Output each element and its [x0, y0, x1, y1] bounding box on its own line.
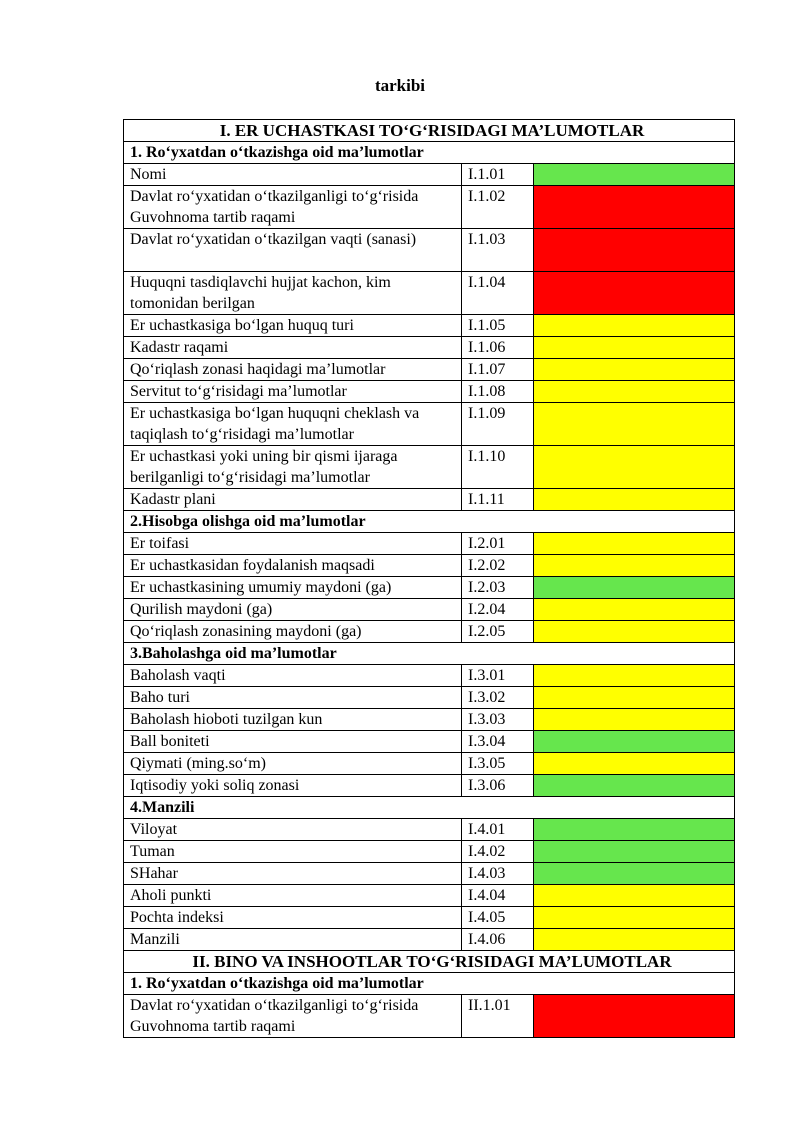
- table-row: [124, 599, 735, 621]
- subsection-header-row: [124, 511, 735, 533]
- status-cell-yellow: [534, 929, 735, 951]
- status-cell-yellow: [534, 907, 735, 929]
- status-cell-yellow: [534, 381, 735, 403]
- table-row: [124, 555, 735, 577]
- table-row: [124, 665, 735, 687]
- status-cell-green: [534, 863, 735, 885]
- status-cell-yellow: [534, 665, 735, 687]
- table-row: [124, 229, 735, 272]
- table-row: [124, 841, 735, 863]
- field-code: I.3.03: [462, 709, 534, 731]
- field-label: Er uchastkasining umumiy maydoni (ga): [124, 577, 462, 599]
- table-row: [124, 907, 735, 929]
- subsection-header-row: [124, 973, 735, 995]
- field-code: I.2.05: [462, 621, 534, 643]
- field-label: Qo‘riqlash zonasining maydoni (ga): [124, 621, 462, 643]
- status-cell-green: [534, 841, 735, 863]
- field-code: I.1.11: [462, 489, 534, 511]
- status-cell-green: [534, 731, 735, 753]
- field-code: I.3.04: [462, 731, 534, 753]
- status-cell-green: [534, 164, 735, 186]
- table-row: [124, 995, 735, 1038]
- table-row: [124, 381, 735, 403]
- subsection-title: 2.Hisobga olishga oid ma’lumotlar: [124, 511, 735, 533]
- status-cell-yellow: [534, 489, 735, 511]
- field-code: I.4.03: [462, 863, 534, 885]
- field-label: Manzili: [124, 929, 462, 951]
- table-row: [124, 929, 735, 951]
- field-code: I.4.04: [462, 885, 534, 907]
- subsection-header-row: [124, 797, 735, 819]
- table-row: [124, 687, 735, 709]
- status-cell-yellow: [534, 753, 735, 775]
- field-label: Davlat ro‘yxatidan o‘tkazilganligi to‘g‘risida Guvohnoma tartib raqami: [124, 995, 462, 1038]
- table-row: [124, 863, 735, 885]
- field-label: Er uchastkasi yoki uning bir qismi ijaraga berilganligi to‘g‘risidagi ma’lumotlar: [124, 446, 462, 489]
- status-cell-green: [534, 819, 735, 841]
- field-code: I.1.08: [462, 381, 534, 403]
- table-row: [124, 731, 735, 753]
- field-label: Qiymati (ming.so‘m): [124, 753, 462, 775]
- table-body: [124, 120, 735, 1038]
- table-row: [124, 359, 735, 381]
- field-code: I.1.09: [462, 403, 534, 446]
- table-row: [124, 709, 735, 731]
- table-row: [124, 621, 735, 643]
- status-cell-yellow: [534, 621, 735, 643]
- field-code: II.1.01: [462, 995, 534, 1038]
- section-header-row: [124, 120, 735, 142]
- field-code: I.1.07: [462, 359, 534, 381]
- status-cell-yellow: [534, 555, 735, 577]
- field-label: Baho turi: [124, 687, 462, 709]
- status-cell-yellow: [534, 315, 735, 337]
- field-code: I.1.04: [462, 272, 534, 315]
- subsection-header-row: [124, 142, 735, 164]
- field-label: Er uchastkasidan foydalanish maqsadi: [124, 555, 462, 577]
- status-cell-yellow: [534, 599, 735, 621]
- table-row: [124, 533, 735, 555]
- field-label: Huquqni tasdiqlavchi hujjat kachon, kim tomonidan berilgan: [124, 272, 462, 315]
- field-code: I.1.10: [462, 446, 534, 489]
- field-code: I.3.06: [462, 775, 534, 797]
- table-row: [124, 337, 735, 359]
- field-label: Tuman: [124, 841, 462, 863]
- subsection-title: 3.Baholashga oid ma’lumotlar: [124, 643, 735, 665]
- status-cell-yellow: [534, 687, 735, 709]
- status-cell-red: [534, 229, 735, 272]
- subsection-title: 1. Ro‘yxatdan o‘tkazishga oid ma’lumotlar: [124, 973, 735, 995]
- status-cell-yellow: [534, 403, 735, 446]
- field-label: Viloyat: [124, 819, 462, 841]
- field-code: I.1.01: [462, 164, 534, 186]
- field-code: I.3.01: [462, 665, 534, 687]
- field-label: Ball boniteti: [124, 731, 462, 753]
- table-row: [124, 753, 735, 775]
- status-cell-yellow: [534, 885, 735, 907]
- status-cell-red: [534, 272, 735, 315]
- field-label: Pochta indeksi: [124, 907, 462, 929]
- field-label: Nomi: [124, 164, 462, 186]
- table-row: [124, 819, 735, 841]
- field-code: I.2.03: [462, 577, 534, 599]
- table-row: [124, 446, 735, 489]
- section-title: II. BINO VA INSHOOTLAR TO‘G‘RISIDAGI MA’LUMOTLAR: [124, 951, 735, 973]
- document-title: tarkibi: [374, 76, 426, 95]
- field-code: I.4.05: [462, 907, 534, 929]
- field-code: I.1.03: [462, 229, 534, 272]
- field-code: I.1.02: [462, 186, 534, 229]
- field-code: I.2.04: [462, 599, 534, 621]
- status-cell-green: [534, 577, 735, 599]
- field-code: I.3.02: [462, 687, 534, 709]
- table-row: [124, 186, 735, 229]
- field-label: Qurilish maydoni (ga): [124, 599, 462, 621]
- field-code: I.1.05: [462, 315, 534, 337]
- table-row: [124, 775, 735, 797]
- field-code: I.1.06: [462, 337, 534, 359]
- field-label: Qo‘riqlash zonasi haqidagi ma’lumotlar: [124, 359, 462, 381]
- status-cell-red: [534, 995, 735, 1038]
- status-cell-yellow: [534, 446, 735, 489]
- field-label: Kadastr raqami: [124, 337, 462, 359]
- table-row: [124, 489, 735, 511]
- field-label: Baholash hioboti tuzilgan kun: [124, 709, 462, 731]
- field-label: Kadastr plani: [124, 489, 462, 511]
- field-label: Davlat ro‘yxatidan o‘tkazilgan vaqti (sanasi): [124, 229, 462, 272]
- status-cell-yellow: [534, 359, 735, 381]
- data-table: [123, 119, 735, 1038]
- section-header-row: [124, 951, 735, 973]
- field-label: Er uchastkasiga bo‘lgan huquqni cheklash va taqiqlash to‘g‘risidagi ma’lumotlar: [124, 403, 462, 446]
- status-cell-yellow: [534, 337, 735, 359]
- status-cell-red: [534, 186, 735, 229]
- field-label: Iqtisodiy yoki soliq zonasi: [124, 775, 462, 797]
- field-label: Servitut to‘g‘risidagi ma’lumotlar: [124, 381, 462, 403]
- field-code: I.4.02: [462, 841, 534, 863]
- field-label: Aholi punkti: [124, 885, 462, 907]
- subsection-title: 4.Manzili: [124, 797, 735, 819]
- field-code: I.4.01: [462, 819, 534, 841]
- table-row: [124, 403, 735, 446]
- subsection-title: 1. Ro‘yxatdan o‘tkazishga oid ma’lumotlar: [124, 142, 735, 164]
- field-code: I.3.05: [462, 753, 534, 775]
- field-label: Baholash vaqti: [124, 665, 462, 687]
- status-cell-yellow: [534, 709, 735, 731]
- field-label: SHahar: [124, 863, 462, 885]
- table-row: [124, 164, 735, 186]
- status-cell-green: [534, 775, 735, 797]
- table-row: [124, 315, 735, 337]
- table-row: [124, 885, 735, 907]
- field-code: I.4.06: [462, 929, 534, 951]
- field-label: Davlat ro‘yxatidan o‘tkazilganligi to‘g‘risida Guvohnoma tartib raqami: [124, 186, 462, 229]
- status-cell-yellow: [534, 533, 735, 555]
- subsection-header-row: [124, 643, 735, 665]
- field-label: Er uchastkasiga bo‘lgan huquq turi: [124, 315, 462, 337]
- field-code: I.2.02: [462, 555, 534, 577]
- field-label: Er toifasi: [124, 533, 462, 555]
- field-code: I.2.01: [462, 533, 534, 555]
- table-row: [124, 272, 735, 315]
- section-title: I. ER UCHASTKASI TO‘G‘RISIDAGI MA’LUMOTLAR: [124, 120, 735, 142]
- table-row: [124, 577, 735, 599]
